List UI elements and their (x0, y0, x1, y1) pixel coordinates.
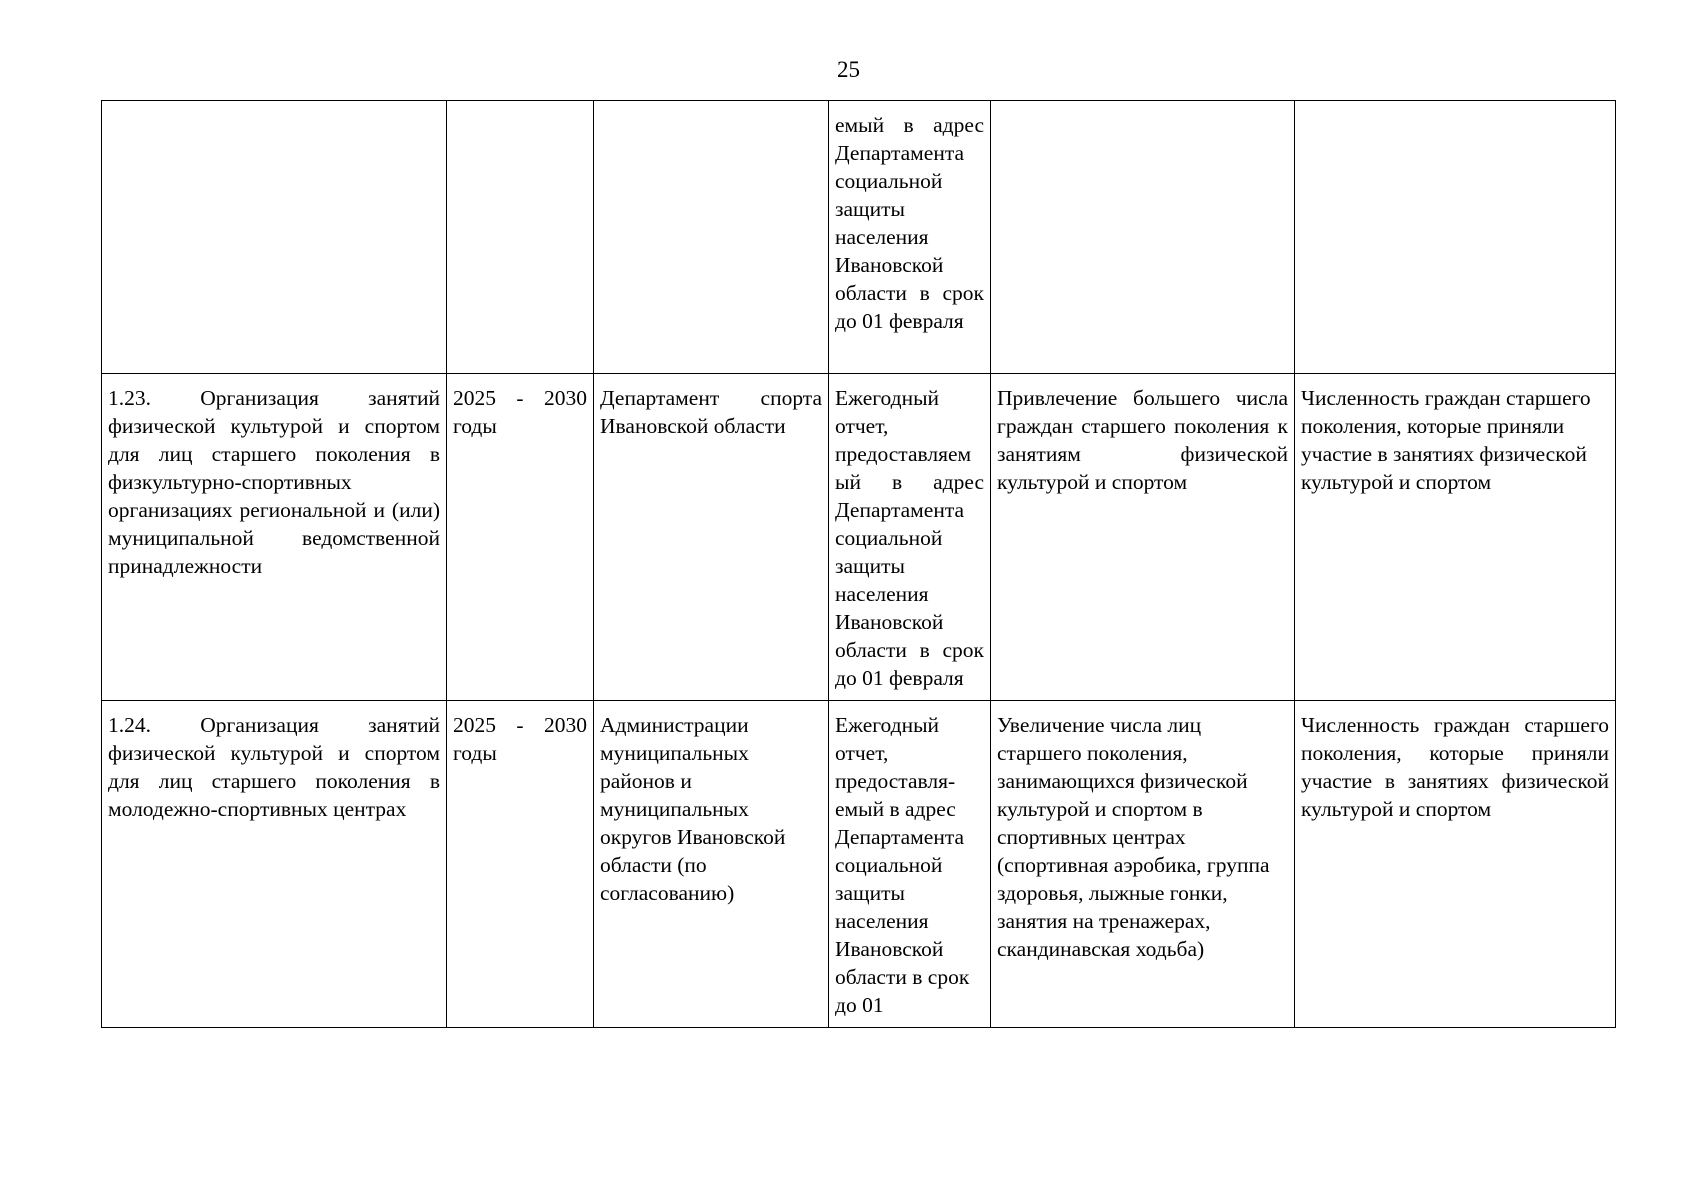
cell-executor: Администрации муниципальных районов и муниципальных округов Ивановской области (по согласованию) (594, 701, 829, 1028)
cell-result: Увеличение числа лиц старшего поколения, занимающихся физической культурой и спортом в спортивных центрах (спортивная аэробика, группа здоровья, лыжные гонки, занятия на тренажерах, скандинавская ходьба) (991, 701, 1295, 1028)
cell-report: емый в адрес Департамента социальной защиты населения Ивановской области в срок до 01 февраля (829, 101, 991, 374)
cell-report: Ежегодный отчет, предоставляемый в адрес Департамента социальной защиты населения Ивановской области в срок до 01 февраля (829, 374, 991, 701)
cell-result (991, 101, 1295, 374)
table-row (102, 701, 1616, 1028)
cell-result: Привлечение большего числа граждан старшего поколения к занятиям физической культурой и спортом (991, 374, 1295, 701)
table-row (102, 374, 1616, 701)
page-number: 25 (837, 57, 860, 82)
cell-indicator (1295, 101, 1616, 374)
cell-period: 2025 - 2030 годы (447, 701, 594, 1028)
cell-executor: Департамент спорта Ивановской области (594, 374, 829, 701)
cell-name: 1.23. Организация занятий физической культурой и спортом для лиц старшего поколения в физкультурно-спортивных организациях региональной и (или) муниципальной ведомственной принадлежности (102, 374, 447, 701)
cell-indicator: Численность граждан старшего поколения, которые приняли участие в занятиях физической культурой и спортом (1295, 374, 1616, 701)
cell-period: 2025 - 2030 годы (447, 374, 594, 701)
table-row (102, 101, 1616, 374)
cell-name: 1.24. Организация занятий физической культурой и спортом для лиц старшего поколения в молодежно-спортивных центрах (102, 701, 447, 1028)
cell-indicator: Численность граждан старшего поколения, которые приняли участие в занятиях физической культурой и спортом (1295, 701, 1616, 1028)
cell-name (102, 101, 447, 374)
cell-period (447, 101, 594, 374)
cell-report: Ежегодный отчет, предоставля-емый в адрес Департамента социальной защиты населения Ивановской области в срок до 01 (829, 701, 991, 1028)
cell-executor (594, 101, 829, 374)
activities-table (101, 100, 1616, 1028)
